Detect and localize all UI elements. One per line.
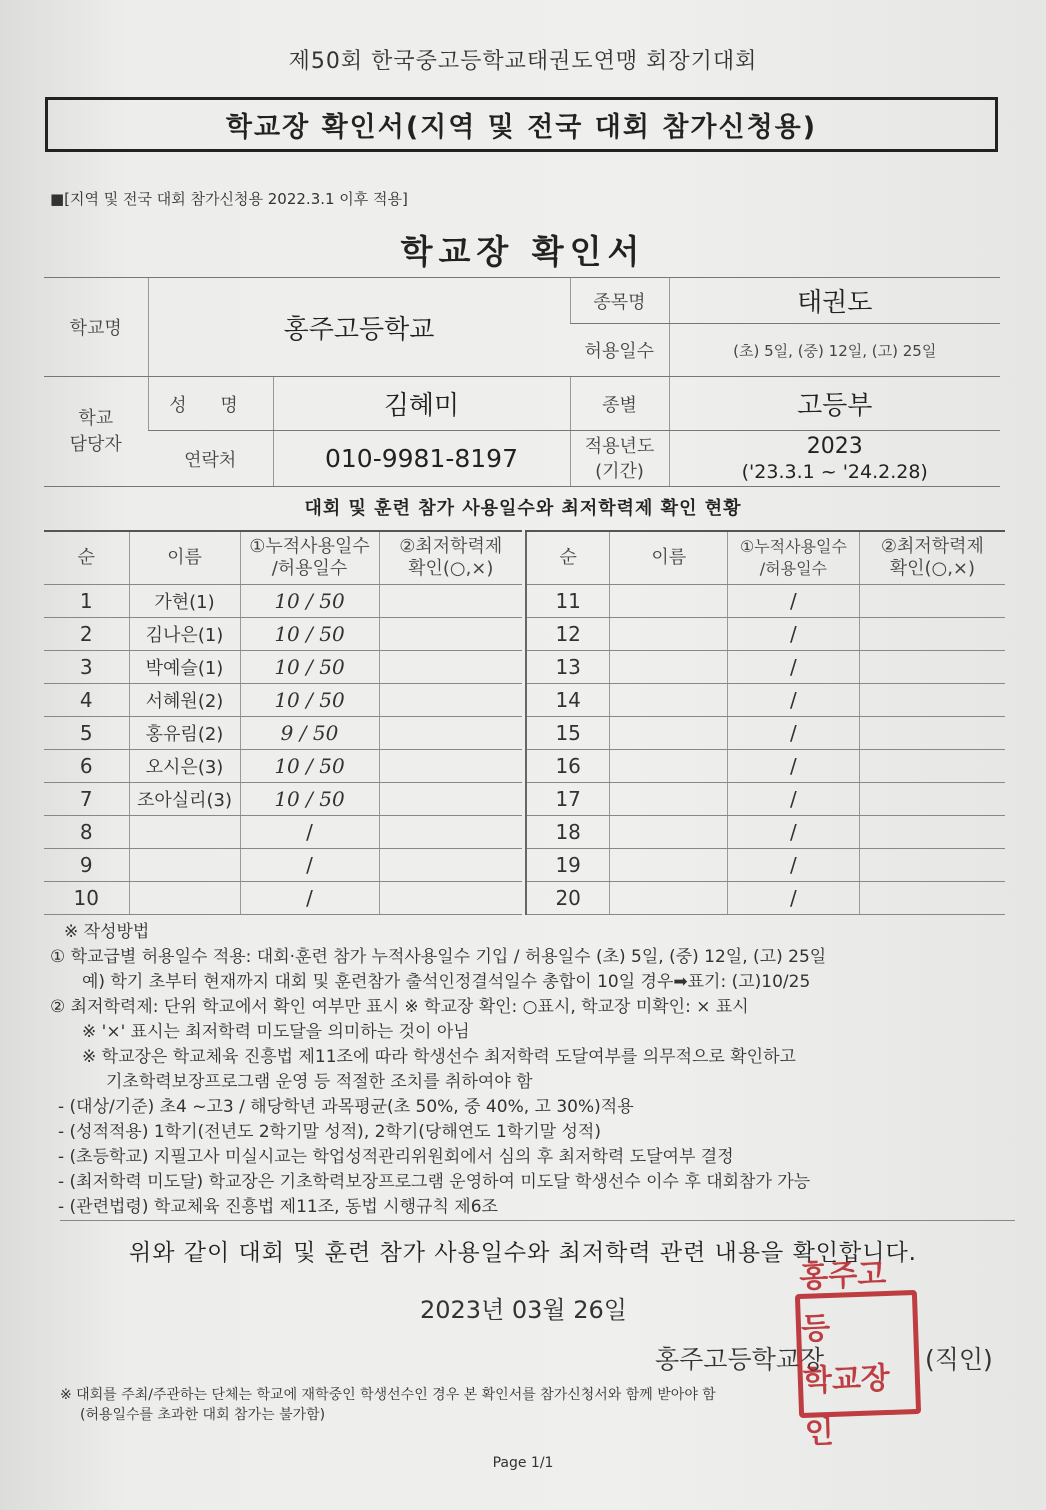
school-value: 홍주고등학교	[148, 278, 570, 377]
row-days: /	[728, 783, 860, 816]
note-line-1: ① 학교급별 허용일수 적용: 대회·훈련 참가 누적사용일수 기입 / 허용일수 (초) 5일, (중) 12일, (고) 25일	[50, 947, 827, 967]
row-number: 3	[44, 651, 129, 684]
table-row	[44, 750, 522, 783]
row-days: /	[728, 585, 860, 618]
row-days: /	[728, 849, 860, 882]
year-value: 2023	[806, 433, 863, 459]
col-check: ②최저학력제 확인(○,×)	[379, 531, 522, 585]
row-days: /	[728, 684, 860, 717]
row-number: 10	[44, 882, 129, 915]
row-check	[379, 684, 522, 717]
table-row	[526, 783, 1005, 816]
row-check	[379, 882, 522, 915]
row-number: 4	[44, 684, 129, 717]
table-row	[44, 618, 522, 651]
row-number: 1	[44, 585, 129, 618]
row-name	[610, 849, 728, 882]
row-name	[129, 849, 240, 882]
status-title: 대회 및 훈련 참가 사용일수와 최저학력제 확인 현황	[304, 498, 742, 519]
row-days: 10 / 50	[240, 684, 379, 717]
row-check	[859, 849, 1005, 882]
division-label: 종별	[570, 377, 669, 431]
principal-name: 홍주고등학교장	[655, 1345, 825, 1374]
footnote-line-1: ※ 대회를 주최/주관하는 단체는 학교에 재학중인 학생선수인 경우 본 확인서를 참가신청서와 함께 받아야 함	[60, 1387, 716, 1403]
note-line-2b: ※ 학교장은 학교체육 진흥법 제11조에 따라 학생선수 최저학력 도달여부를 의무적으로 확인하고	[82, 1047, 796, 1067]
table-row	[526, 585, 1005, 618]
note-dash-5: - (관련법령) 학교체육 진흥법 제11조, 동법 시행규칙 제6조	[58, 1197, 498, 1217]
col-name: 이름	[610, 531, 728, 585]
row-check	[859, 618, 1005, 651]
row-number: 17	[526, 783, 610, 816]
row-days: 9 / 50	[240, 717, 379, 750]
sport-label: 종목명	[570, 278, 669, 324]
row-check	[859, 585, 1005, 618]
info-table	[44, 277, 1000, 487]
row-check	[859, 783, 1005, 816]
manager-label: 학교 담당자	[44, 377, 148, 487]
row-name: 오시은(3)	[129, 750, 240, 783]
row-number: 12	[526, 618, 610, 651]
name-label: 성 명	[148, 377, 273, 431]
col-days: ①누적사용일수 /허용일수	[240, 531, 379, 585]
divider	[60, 1220, 1015, 1221]
row-days: /	[728, 816, 860, 849]
applicability-note: ■[지역 및 전국 대회 참가신청용 2022.3.1 이후 적용]	[50, 190, 408, 208]
status-table-left	[44, 530, 522, 915]
row-check	[859, 651, 1005, 684]
row-name: 박예슬(1)	[129, 651, 240, 684]
row-name	[610, 684, 728, 717]
table-row	[526, 816, 1005, 849]
row-days: 10 / 50	[240, 750, 379, 783]
row-days: 10 / 50	[240, 783, 379, 816]
row-check	[859, 882, 1005, 915]
row-name: 김나은(1)	[129, 618, 240, 651]
note-line-2a: ※ '×' 표시는 최저학력 미도달을 의미하는 것이 아님	[82, 1022, 470, 1042]
col-name: 이름	[129, 531, 240, 585]
row-number: 9	[44, 849, 129, 882]
allowed-days-label: 허용일수	[570, 324, 669, 377]
row-days: 10 / 50	[240, 585, 379, 618]
sport-value: 태권도	[669, 278, 1000, 324]
col-days: ①누적사용일수 /허용일수	[728, 531, 860, 585]
col-check: ②최저학력제 확인(○,×)	[859, 531, 1005, 585]
date: 2023년 03월 26일	[420, 1296, 627, 1324]
row-name	[610, 816, 728, 849]
row-days: /	[240, 882, 379, 915]
row-check	[859, 684, 1005, 717]
main-title: 학교장 확인서	[400, 232, 646, 271]
year-label: 적용년도 (기간)	[570, 431, 669, 487]
table-row	[526, 717, 1005, 750]
row-number: 6	[44, 750, 129, 783]
row-number: 5	[44, 717, 129, 750]
allowed-days-value: (초) 5일, (중) 12일, (고) 25일	[669, 324, 1000, 377]
note-line-2c: 기초학력보장프로그램 운영 등 적절한 조치를 취하여야 함	[106, 1072, 533, 1092]
row-check	[859, 717, 1005, 750]
row-days: 10 / 50	[240, 651, 379, 684]
row-check	[859, 750, 1005, 783]
seal-line-1: 홍주고등	[798, 1256, 887, 1347]
table-row	[526, 618, 1005, 651]
row-days: /	[728, 882, 860, 915]
note-dash-2: - (성적적용) 1학기(전년도 2학기말 성적), 2학기(당해연도 1학기말 성적)	[58, 1122, 601, 1142]
row-check	[859, 816, 1005, 849]
row-name: 조아실리(3)	[129, 783, 240, 816]
page-number: Page 1/1	[492, 1455, 554, 1471]
table-row	[44, 882, 522, 915]
footnote-line-2: (허용일수를 초과한 대회 참가는 불가함)	[80, 1407, 326, 1423]
row-number: 13	[526, 651, 610, 684]
row-number: 16	[526, 750, 610, 783]
table-row	[44, 849, 522, 882]
note-dash-4: - (최저학력 미도달) 학교장은 기초학력보장프로그램 운영하여 미도달 학생선수 이수 후 대회참가 가능	[58, 1172, 811, 1192]
row-check	[379, 849, 522, 882]
col-no: 순	[44, 531, 129, 585]
row-name: 가현(1)	[129, 585, 240, 618]
row-number: 19	[526, 849, 610, 882]
row-days: /	[728, 717, 860, 750]
row-check	[379, 717, 522, 750]
row-number: 15	[526, 717, 610, 750]
row-days: /	[728, 750, 860, 783]
official-seal	[795, 1256, 921, 1451]
row-number: 2	[44, 618, 129, 651]
note-line-1b: 예) 학기 초부터 현재까지 대회 및 훈련참가 출석인정결석일수 총합이 10일 경우➡표기: (고)10/25	[82, 972, 811, 992]
status-table-right	[525, 530, 1005, 915]
row-name	[610, 618, 728, 651]
table-row	[526, 684, 1005, 717]
table-row	[44, 783, 522, 816]
row-name	[610, 783, 728, 816]
seal-mark: (직인)	[925, 1345, 993, 1374]
row-check	[379, 618, 522, 651]
manager-name-value: 김혜미	[273, 377, 570, 431]
seal-line-2: 학교장인	[802, 1360, 891, 1451]
table-row	[44, 717, 522, 750]
row-number: 20	[526, 882, 610, 915]
row-number: 7	[44, 783, 129, 816]
boxed-title: 학교장 확인서(지역 및 전국 대회 참가신청용)	[45, 97, 998, 152]
row-check	[379, 585, 522, 618]
row-number: 8	[44, 816, 129, 849]
row-check	[379, 750, 522, 783]
table-row	[526, 849, 1005, 882]
row-number: 14	[526, 684, 610, 717]
division-value: 고등부	[669, 377, 1000, 431]
row-name	[610, 585, 728, 618]
instructions	[50, 920, 1010, 1220]
row-check	[379, 651, 522, 684]
row-check	[379, 783, 522, 816]
row-days: /	[728, 651, 860, 684]
row-check	[379, 816, 522, 849]
note-line-2: ② 최저학력제: 단위 학교에서 확인 여부만 표시 ※ 학교장 확인: ○표시, 학교장 미확인: × 표시	[50, 997, 749, 1017]
table-row	[526, 882, 1005, 915]
year-cell	[669, 431, 1000, 487]
row-days: /	[728, 618, 860, 651]
table-row	[44, 816, 522, 849]
row-name: 홍유림(2)	[129, 717, 240, 750]
row-name	[610, 717, 728, 750]
note-dash-1: - (대상/기준) 초4 ~고3 / 해당학년 과목평균(초 50%, 중 40%, 고 30%)적용	[58, 1097, 634, 1117]
row-name: 서혜원(2)	[129, 684, 240, 717]
confirmation-statement: 위와 같이 대회 및 훈련 참가 사용일수와 최저학력 관련 내용을 확인합니다.	[129, 1240, 917, 1266]
row-name	[610, 882, 728, 915]
note-dash-3: - (초등학교) 지필고사 미실시교는 학업성적관리위원회에서 심의 후 최저학력 도달여부 결정	[58, 1147, 734, 1167]
table-row	[44, 585, 522, 618]
row-name	[129, 816, 240, 849]
row-name	[129, 882, 240, 915]
row-days: /	[240, 849, 379, 882]
row-name	[610, 750, 728, 783]
row-number: 18	[526, 816, 610, 849]
table-row	[44, 684, 522, 717]
row-number: 11	[526, 585, 610, 618]
event-title: 제50회 한국중고등학교태권도연맹 회장기대회	[288, 49, 758, 74]
row-days: /	[240, 816, 379, 849]
row-name	[610, 651, 728, 684]
col-no: 순	[526, 531, 610, 585]
school-label: 학교명	[44, 278, 148, 377]
contact-value: 010-9981-8197	[273, 431, 570, 487]
table-row	[526, 750, 1005, 783]
notes-heading: ※ 작성방법	[64, 922, 150, 942]
table-row	[44, 651, 522, 684]
contact-label: 연락처	[148, 431, 273, 487]
row-days: 10 / 50	[240, 618, 379, 651]
period-value: ('23.3.1 ~ '24.2.28)	[741, 460, 928, 483]
table-row	[526, 651, 1005, 684]
